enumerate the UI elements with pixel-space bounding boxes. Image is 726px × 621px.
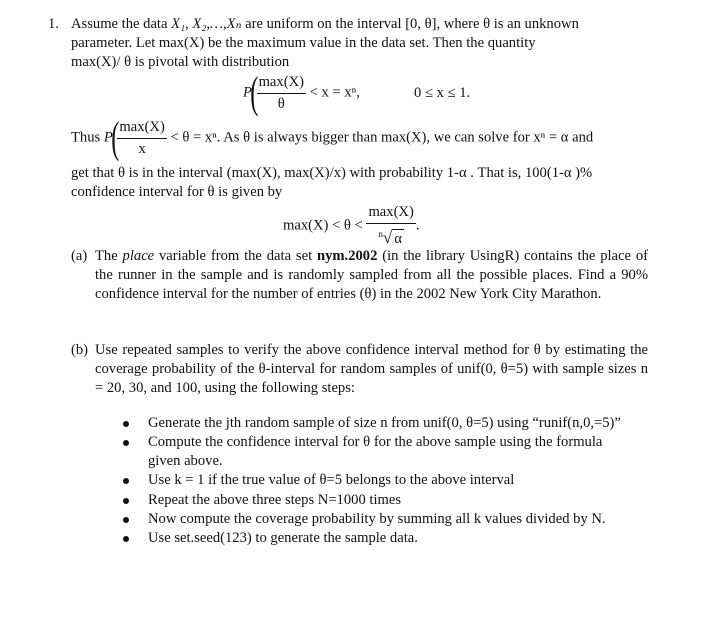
part-b-text: Use repeated samples to verify the above confidence interval method for θ by estimating the coverage probability of the θ-interval for random samples of unif(0, θ=5) with sample sizes n = 20, 30, and 100, using the following steps: — [95, 342, 648, 396]
formula2-end: . — [415, 217, 420, 234]
bullet-icon — [123, 478, 129, 484]
step-1: Generate the jth random sample of size n from unif(0, θ=5) using “runif(n,0,=5)” — [148, 415, 621, 431]
part-a-t1: The — [95, 248, 123, 264]
part-a-t3: (in the library UsingR) contains the place of the runner in the sample and is randomly sampled from all the possible places. Find a 90% confidence interval for the number of entries (θ) in the 2002 New York City Marathon. — [95, 248, 648, 302]
step-2-cont: given above. — [148, 453, 223, 469]
formula1-p: P — [243, 84, 252, 101]
formula1-rest: < x = xⁿ, — [305, 84, 360, 101]
root-index: n — [378, 229, 383, 239]
formula1-numerator: max(X) — [257, 73, 306, 94]
formula1-fraction — [257, 73, 306, 114]
thus-tail: . As θ is always bigger than max(X), we can solve for xⁿ = α and — [216, 129, 594, 146]
thus-p: P — [103, 129, 113, 146]
dataset-name: nym.2002 — [316, 248, 378, 264]
bullet-icon — [123, 421, 129, 427]
part-a-label: (a) — [71, 248, 88, 264]
left-paren: ( — [250, 68, 259, 117]
confidence-interval-formula — [283, 203, 419, 249]
left-paren: ( — [111, 113, 120, 162]
step-3: Use k = 1 if the true value of θ=5 belongs to the above interval — [148, 472, 515, 488]
radical-sign: √ — [382, 227, 393, 247]
thus-lead: Thus — [71, 129, 104, 146]
thus-numerator: max(X) — [117, 118, 166, 139]
intro-line-1 — [71, 15, 579, 34]
intro-line-1a: Assume the data — [71, 16, 172, 32]
interval-line-1: get that θ is in the interval (max(X), max(X)/x) with probability 1-α . That is, 100(1-α )% — [71, 165, 593, 181]
pivot-distribution-formula — [243, 68, 360, 117]
formula1-denominator: θ — [277, 95, 285, 112]
part-a-t2: variable from the data set — [154, 248, 317, 264]
step-2: Compute the confidence interval for θ for the above sample using the formula — [148, 434, 603, 450]
step-4: Repeat the above three steps N=1000 times — [148, 492, 402, 508]
step-5: Now compute the coverage probability by summing all k values divided by N. — [148, 511, 606, 527]
part-b-label: (b) — [71, 342, 89, 358]
radicand: α — [394, 230, 402, 247]
bullet-icon — [123, 536, 129, 542]
formula1-range: 0 ≤ x ≤ 1. — [414, 85, 471, 101]
place-variable: place — [122, 248, 155, 264]
data-variables: X₁, X₂,…,Xₙ — [171, 16, 242, 32]
thus-line — [71, 113, 594, 162]
intro-line-2: parameter. Let max(X) be the maximum value in the data set. Then the quantity — [71, 35, 536, 51]
formula2-numerator: max(X) — [366, 203, 415, 224]
problem-number: 1. — [48, 16, 59, 32]
formula2-denominator — [366, 224, 415, 249]
intro-line-3: max(X)/ θ is pivotal with distribution — [71, 54, 290, 70]
bullet-icon — [123, 440, 129, 446]
thus-denominator: x — [138, 140, 146, 157]
interval-line-2: confidence interval for θ is given by — [71, 184, 283, 200]
formula2-fraction — [366, 203, 415, 249]
intro-line-1b: are uniform on the interval [0, θ], where θ is an unknown — [241, 16, 579, 32]
bullet-icon — [123, 517, 129, 523]
thus-fraction — [117, 118, 166, 159]
step-6: Use set.seed(123) to generate the sample data. — [148, 530, 418, 546]
thus-mid: < θ = xⁿ — [166, 129, 217, 146]
bullet-icon — [123, 498, 129, 504]
formula2-left: max(X) < θ < — [283, 217, 363, 234]
part-a-text — [95, 247, 648, 304]
